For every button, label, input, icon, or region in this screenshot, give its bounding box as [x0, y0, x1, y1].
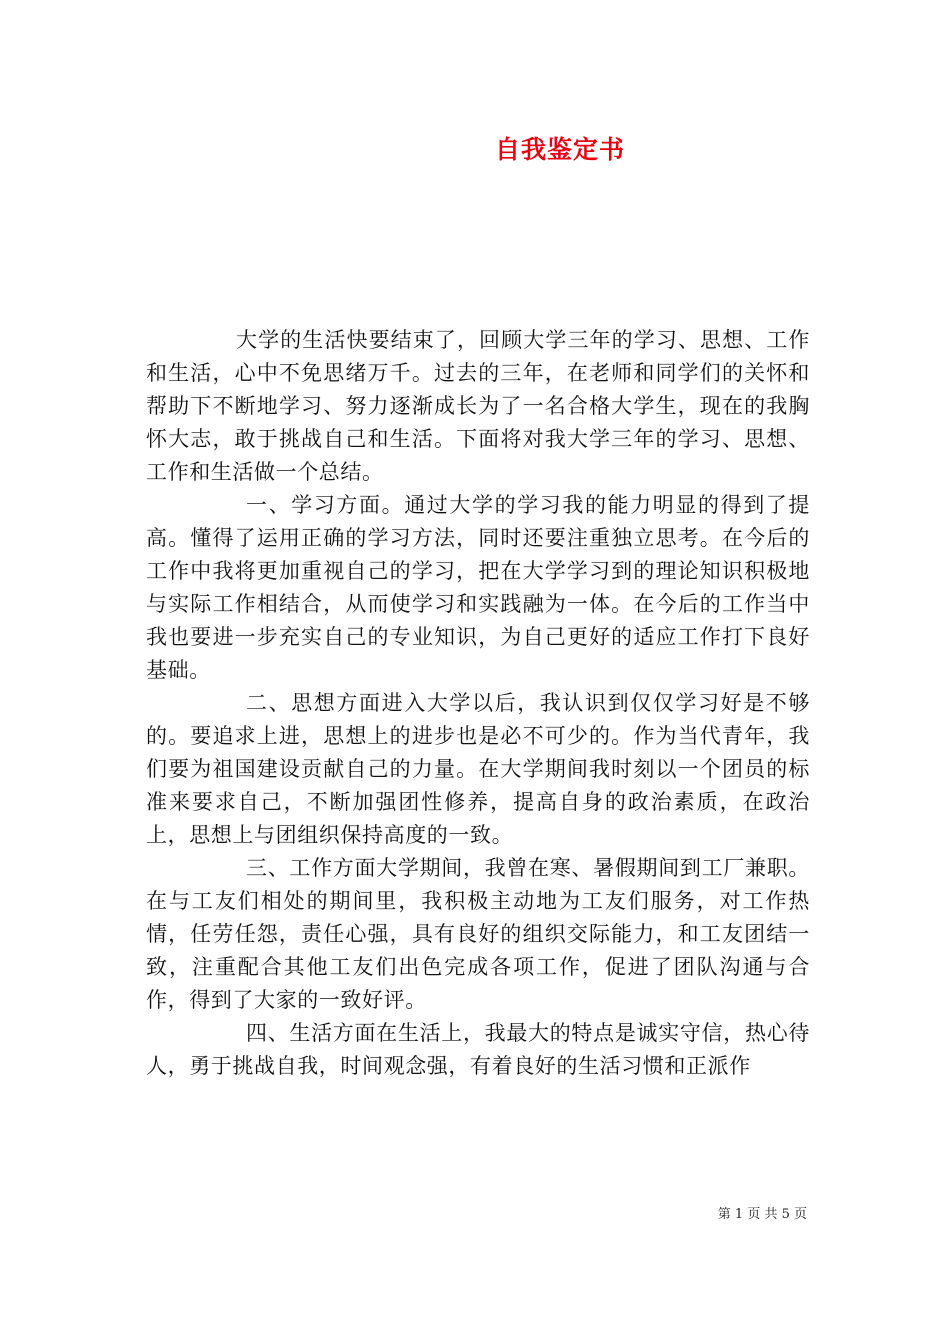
- paragraph-thought: 二、思想方面进入大学以后，我认识到仅仅学习好是不够的。要追求上进，思想上的进步也是必不可少的。作为当代青年，我们要为祖国建设贡献自己的力量。在大学期间我时刻以一个团员的标准来要求自己，不断加强团性修养，提高自身的政治素质，在政治上，思想上与团组织保持高度的一致。: [146, 691, 810, 847]
- document-body: [146, 324, 810, 1083]
- paragraph-intro: 大学的生活快要结束了，回顾大学三年的学习、思想、工作和生活，心中不免思绪万千。过去的三年，在老师和同学们的关怀和帮助下不断地学习、努力逐渐成长为了一名合格大学生，现在的我胸怀大志，敢于挑战自己和生活。下面将对我大学三年的学习、思想、工作和生活做一个总结。: [146, 328, 810, 484]
- document-title: 自我鉴定书: [494, 135, 625, 164]
- paragraph-study: 一、学习方面。通过大学的学习我的能力明显的得到了提高。懂得了运用正确的学习方法，同时还要注重独立思考。在今后的工作中我将更加重视自己的学习，把在大学学习到的理论知识积极地与实际工作相结合，从而使学习和实践融为一体。在今后的工作当中我也要进一步充实自己的专业知识，为自己更好的适应工作打下良好基础。: [146, 493, 810, 682]
- paragraph-life: 四、生活方面在生活上，我最大的特点是诚实守信，热心待人，勇于挑战自我，时间观念强，有着良好的生活习惯和正派作: [146, 1021, 810, 1078]
- page-number-footer: 第 1 页 共 5 页: [717, 1207, 807, 1222]
- paragraph-work: 三、工作方面大学期间，我曾在寒、暑假期间到工厂兼职。在与工友们相处的期间里，我积极主动地为工友们服务，对工作热情，任劳任怨，责任心强，具有良好的组织交际能力，和工友团结一致，注重配合其他工友们出色完成各项工作，促进了团队沟通与合作，得到了大家的一致好评。: [146, 856, 810, 1012]
